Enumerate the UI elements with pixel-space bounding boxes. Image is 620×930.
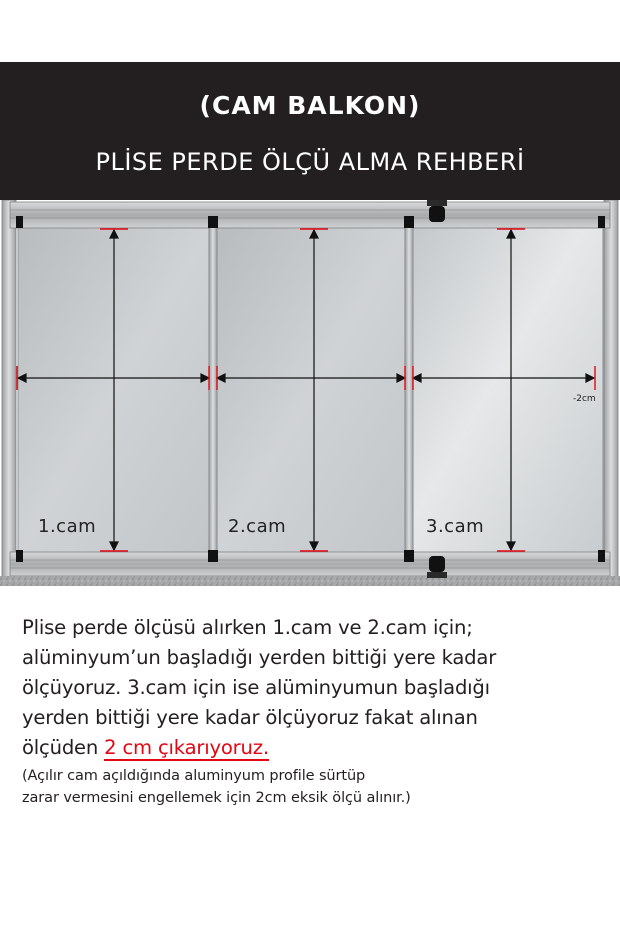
deduction-highlight: 2 cm çıkarıyoruz.: [104, 736, 269, 759]
instruction-line: [22, 733, 612, 763]
pane-label-3: 3.cam: [426, 516, 485, 537]
left-post: [2, 200, 16, 580]
mullion-1: [209, 222, 217, 556]
instruction-line: alüminyum’un başladığı yerden bittiği yere kadar: [22, 646, 497, 669]
hinge-top: [427, 200, 447, 222]
bottom-rail: [10, 552, 610, 576]
header-banner: [0, 62, 620, 200]
floor-sill: [0, 576, 620, 586]
instruction-prefix: ölçüden: [22, 736, 105, 759]
top-rail: [10, 202, 610, 228]
right-post: [604, 200, 618, 580]
header-subtitle: PLİSE PERDE ÖLÇÜ ALMA REHBERİ: [95, 148, 525, 176]
balcony-window-diagram: [0, 200, 620, 590]
header-title: (CAM BALKON): [199, 91, 421, 120]
pane-label-2: 2.cam: [228, 516, 287, 537]
hinge-bottom: [427, 556, 447, 578]
glass-pane-3: [413, 228, 603, 552]
instruction-line: yerden bittiği yere kadar ölçüyoruz fakat alınan: [22, 706, 478, 729]
pane-label-1: 1.cam: [38, 516, 97, 537]
instructions: [22, 613, 612, 809]
glass-pane-2: [217, 228, 405, 552]
mullion-2: [405, 222, 413, 556]
instruction-line: ölçüyoruz. 3.cam için ise alüminyumun başladığı: [22, 676, 490, 699]
instructions-note: [22, 765, 612, 809]
note-line: zarar vermesini engellemek için 2cm eksik ölçü alınır.): [22, 790, 411, 806]
deduction-label: -2cm: [573, 394, 596, 404]
instructions-main: [22, 613, 612, 763]
instruction-line: Plise perde ölçüsü alırken 1.cam ve 2.cam için;: [22, 616, 473, 639]
note-line: (Açılır cam açıldığında aluminyum profile sürtüp: [22, 768, 366, 784]
